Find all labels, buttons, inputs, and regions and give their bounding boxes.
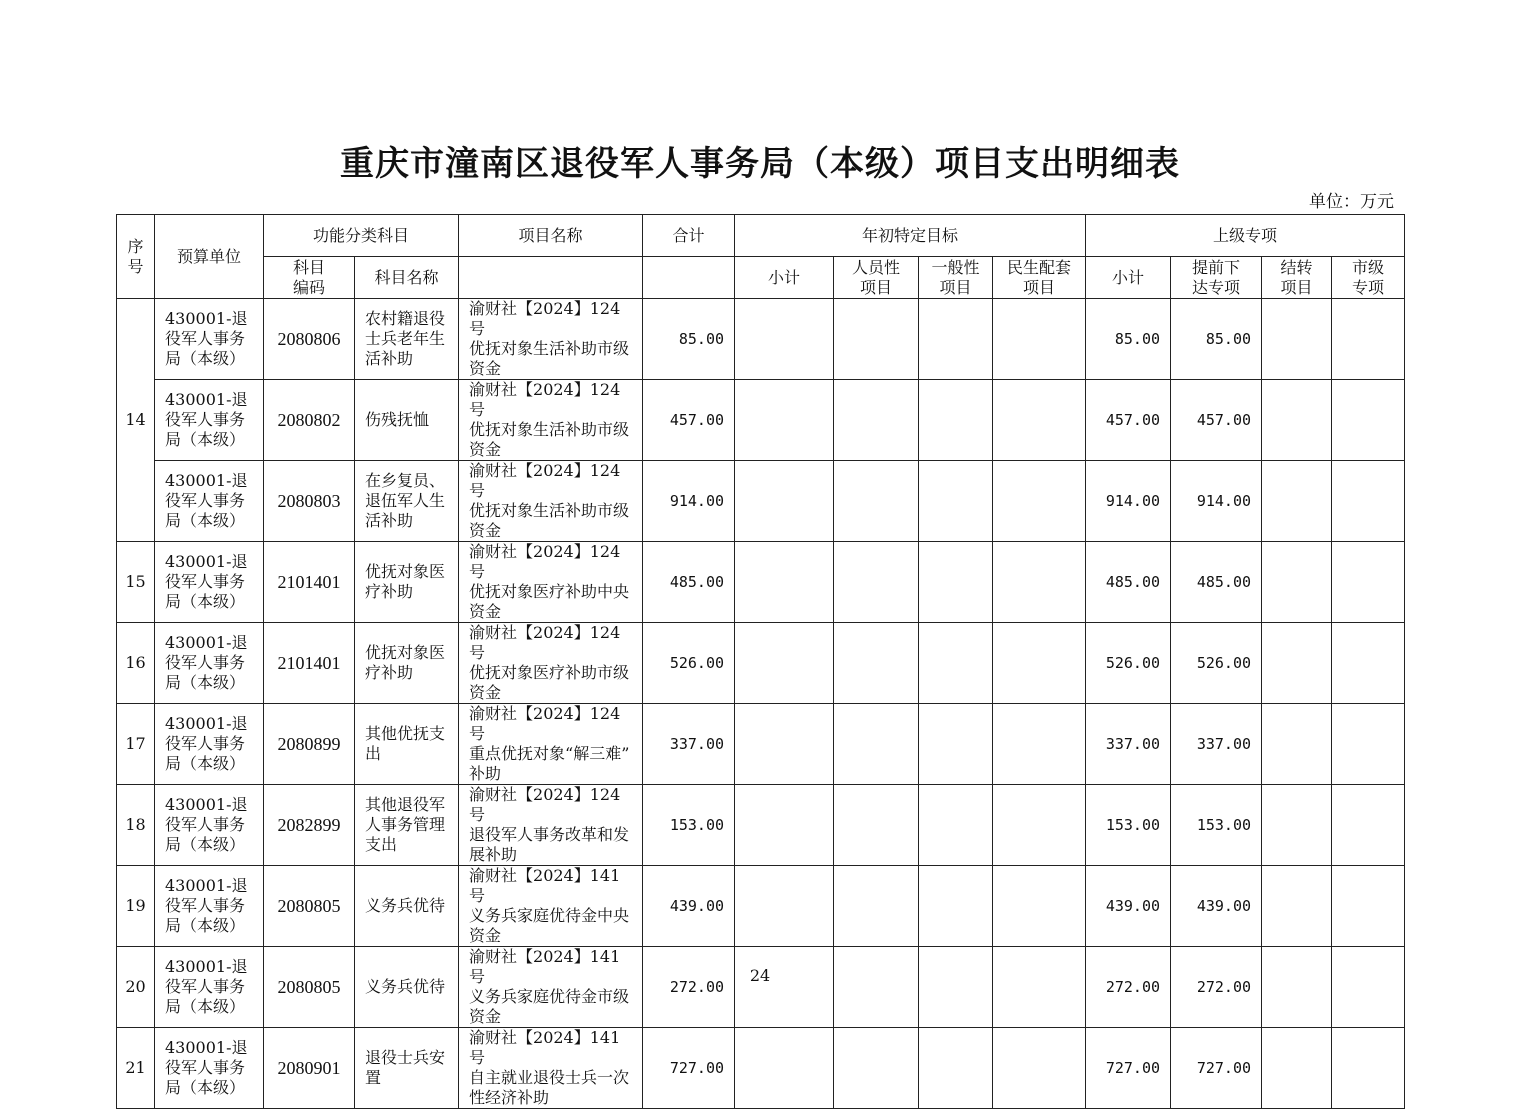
cell-total: 439.00 [643,866,735,947]
cell-subject-code: 2080802 [264,380,355,461]
cell-ss-advance: 727.00 [1171,1028,1262,1109]
cell-at-subtotal [735,461,834,542]
cell-budget-unit: 430001-退 役军人事务 局（本级） [155,947,264,1028]
cell-at-livelihood [993,542,1086,623]
cell-project-name: 渝财社【2024】124 号 退役军人事务改革和发 展补助 [459,785,643,866]
cell-total: 727.00 [643,1028,735,1109]
cell-project-name: 渝财社【2024】124 号 重点优抚对象“解三难” 补助 [459,704,643,785]
cell-ss-subtotal: 85.00 [1086,299,1171,380]
cell-subject-code: 2080806 [264,299,355,380]
cell-at-personnel [834,299,919,380]
table-row [117,623,1405,704]
cell-project-name: 渝财社【2024】141 号 自主就业退役士兵一次 性经济补助 [459,1028,643,1109]
cell-subject-name: 义务兵优待 [355,866,459,947]
header-func-class: 功能分类科目 [264,215,459,257]
cell-budget-unit: 430001-退 役军人事务 局（本级） [155,704,264,785]
cell-budget-unit: 430001-退 役军人事务 局（本级） [155,1028,264,1109]
header-total-sub [643,257,735,299]
cell-project-name: 渝财社【2024】141 号 义务兵家庭优待金中央 资金 [459,866,643,947]
cell-subject-name: 其他优抚支 出 [355,704,459,785]
cell-at-subtotal [735,866,834,947]
cell-seq: 20 [117,947,155,1028]
cell-at-subtotal [735,542,834,623]
cell-total: 485.00 [643,542,735,623]
cell-at-personnel [834,623,919,704]
cell-ss-subtotal: 153.00 [1086,785,1171,866]
header-project-name: 项目名称 [459,215,643,257]
cell-budget-unit: 430001-退 役军人事务 局（本级） [155,785,264,866]
header-ss-subtotal: 小计 [1086,257,1171,299]
cell-at-livelihood [993,947,1086,1028]
table-row [117,866,1405,947]
cell-ss-advance: 337.00 [1171,704,1262,785]
cell-at-general [919,623,993,704]
cell-subject-name: 优抚对象医 疗补助 [355,623,459,704]
cell-ss-subtotal: 457.00 [1086,380,1171,461]
cell-at-livelihood [993,623,1086,704]
cell-at-personnel [834,542,919,623]
cell-at-general [919,866,993,947]
cell-ss-carry [1262,866,1332,947]
header-ss-advance: 提前下 达专项 [1171,257,1262,299]
cell-total: 457.00 [643,380,735,461]
cell-seq: 17 [117,704,155,785]
table-row [117,542,1405,623]
table-row [117,380,1405,461]
cell-at-personnel [834,704,919,785]
cell-at-general [919,785,993,866]
cell-ss-carry [1262,785,1332,866]
cell-ss-advance: 485.00 [1171,542,1262,623]
cell-project-name: 渝财社【2024】124 号 优抚对象医疗补助中央 资金 [459,542,643,623]
header-ss-carry: 结转 项目 [1262,257,1332,299]
cell-at-general [919,380,993,461]
cell-subject-code: 2080803 [264,461,355,542]
cell-ss-carry [1262,542,1332,623]
cell-total: 337.00 [643,704,735,785]
cell-budget-unit: 430001-退 役军人事务 局（本级） [155,542,264,623]
cell-ss-carry [1262,947,1332,1028]
header-budget-unit: 预算单位 [155,215,264,299]
cell-ss-carry [1262,380,1332,461]
cell-ss-subtotal: 485.00 [1086,542,1171,623]
header-annual-target: 年初特定目标 [735,215,1086,257]
cell-ss-carry [1262,461,1332,542]
cell-at-subtotal [735,299,834,380]
cell-at-subtotal [735,947,834,1028]
cell-at-general [919,542,993,623]
cell-at-general [919,704,993,785]
cell-at-subtotal [735,1028,834,1109]
cell-seq: 14 [117,299,155,542]
cell-at-personnel [834,785,919,866]
header-at-personnel: 人员性 项目 [834,257,919,299]
cell-ss-city [1332,947,1405,1028]
cell-subject-name: 退役士兵安 置 [355,1028,459,1109]
cell-subject-code: 2101401 [264,542,355,623]
cell-budget-unit: 430001-退 役军人事务 局（本级） [155,299,264,380]
cell-at-livelihood [993,785,1086,866]
cell-ss-subtotal: 914.00 [1086,461,1171,542]
cell-ss-carry [1262,1028,1332,1109]
cell-project-name: 渝财社【2024】124 号 优抚对象生活补助市级 资金 [459,299,643,380]
header-at-general: 一般性 项目 [919,257,993,299]
table-row [117,704,1405,785]
cell-subject-name: 优抚对象医 疗补助 [355,542,459,623]
table-row [117,785,1405,866]
cell-ss-subtotal: 337.00 [1086,704,1171,785]
cell-seq: 18 [117,785,155,866]
cell-subject-name: 其他退役军 人事务管理 支出 [355,785,459,866]
cell-budget-unit: 430001-退 役军人事务 局（本级） [155,380,264,461]
cell-total: 85.00 [643,299,735,380]
cell-at-subtotal [735,380,834,461]
header-at-subtotal: 小计 [735,257,834,299]
cell-subject-code: 2101401 [264,623,355,704]
cell-ss-subtotal: 526.00 [1086,623,1171,704]
cell-ss-carry [1262,299,1332,380]
cell-at-livelihood [993,380,1086,461]
cell-at-general [919,1028,993,1109]
cell-budget-unit: 430001-退 役军人事务 局（本级） [155,866,264,947]
cell-seq: 19 [117,866,155,947]
cell-subject-code: 2080899 [264,704,355,785]
cell-at-subtotal [735,704,834,785]
cell-ss-carry [1262,623,1332,704]
cell-total: 153.00 [643,785,735,866]
cell-ss-city [1332,785,1405,866]
cell-ss-city [1332,299,1405,380]
cell-subject-name: 农村籍退役 士兵老年生 活补助 [355,299,459,380]
table-body [117,299,1405,1109]
header-total: 合计 [643,215,735,257]
cell-subject-name: 伤残抚恤 [355,380,459,461]
cell-ss-city [1332,1028,1405,1109]
table-row [117,947,1405,1028]
cell-at-livelihood [993,461,1086,542]
cell-budget-unit: 430001-退 役军人事务 局（本级） [155,461,264,542]
cell-ss-advance: 153.00 [1171,785,1262,866]
cell-subject-code: 2080805 [264,947,355,1028]
cell-at-personnel [834,380,919,461]
cell-ss-advance: 272.00 [1171,947,1262,1028]
cell-at-livelihood [993,704,1086,785]
cell-at-personnel [834,866,919,947]
cell-budget-unit: 430001-退 役军人事务 局（本级） [155,623,264,704]
cell-at-livelihood [993,866,1086,947]
cell-at-livelihood [993,299,1086,380]
cell-ss-advance: 526.00 [1171,623,1262,704]
header-at-livelihood: 民生配套 项目 [993,257,1086,299]
cell-ss-subtotal: 727.00 [1086,1028,1171,1109]
cell-at-personnel [834,947,919,1028]
header-subject-code: 科目 编码 [264,257,355,299]
header-ss-city: 市级 专项 [1332,257,1405,299]
cell-at-livelihood [993,1028,1086,1109]
cell-ss-advance: 914.00 [1171,461,1262,542]
cell-seq: 15 [117,542,155,623]
cell-project-name: 渝财社【2024】141 号 义务兵家庭优待金市级 资金 [459,947,643,1028]
cell-subject-code: 2080901 [264,1028,355,1109]
cell-ss-advance: 439.00 [1171,866,1262,947]
cell-at-subtotal [735,623,834,704]
header-seq: 序 号 [117,215,155,299]
cell-ss-advance: 85.00 [1171,299,1262,380]
cell-project-name: 渝财社【2024】124 号 优抚对象医疗补助市级 资金 [459,623,643,704]
cell-ss-city [1332,542,1405,623]
table-row [117,1028,1405,1109]
table-row [117,461,1405,542]
cell-subject-code: 2080805 [264,866,355,947]
page-number: 24 [749,966,771,985]
cell-at-general [919,461,993,542]
cell-total: 914.00 [643,461,735,542]
cell-subject-code: 2082899 [264,785,355,866]
cell-total: 272.00 [643,947,735,1028]
unit-label: 单位：万元 [1309,192,1394,212]
cell-seq: 16 [117,623,155,704]
table-row [117,299,1405,380]
cell-project-name: 渝财社【2024】124 号 优抚对象生活补助市级 资金 [459,461,643,542]
cell-ss-advance: 457.00 [1171,380,1262,461]
cell-seq: 21 [117,1028,155,1109]
cell-ss-city [1332,866,1405,947]
cell-ss-city [1332,461,1405,542]
cell-at-general [919,299,993,380]
cell-ss-subtotal: 439.00 [1086,866,1171,947]
cell-subject-name: 义务兵优待 [355,947,459,1028]
cell-at-general [919,947,993,1028]
cell-at-personnel [834,1028,919,1109]
cell-ss-city [1332,380,1405,461]
cell-at-personnel [834,461,919,542]
header-superior-special: 上级专项 [1086,215,1405,257]
cell-total: 526.00 [643,623,735,704]
cell-ss-subtotal: 272.00 [1086,947,1171,1028]
cell-project-name: 渝财社【2024】124 号 优抚对象生活补助市级 资金 [459,380,643,461]
header-subject-name: 科目名称 [355,257,459,299]
header-project-name-sub [459,257,643,299]
cell-at-subtotal [735,785,834,866]
cell-ss-city [1332,623,1405,704]
cell-ss-carry [1262,704,1332,785]
page-title: 重庆市潼南区退役军人事务局（本级）项目支出明细表 [340,144,1180,184]
cell-ss-city [1332,704,1405,785]
cell-subject-name: 在乡复员、 退伍军人生 活补助 [355,461,459,542]
